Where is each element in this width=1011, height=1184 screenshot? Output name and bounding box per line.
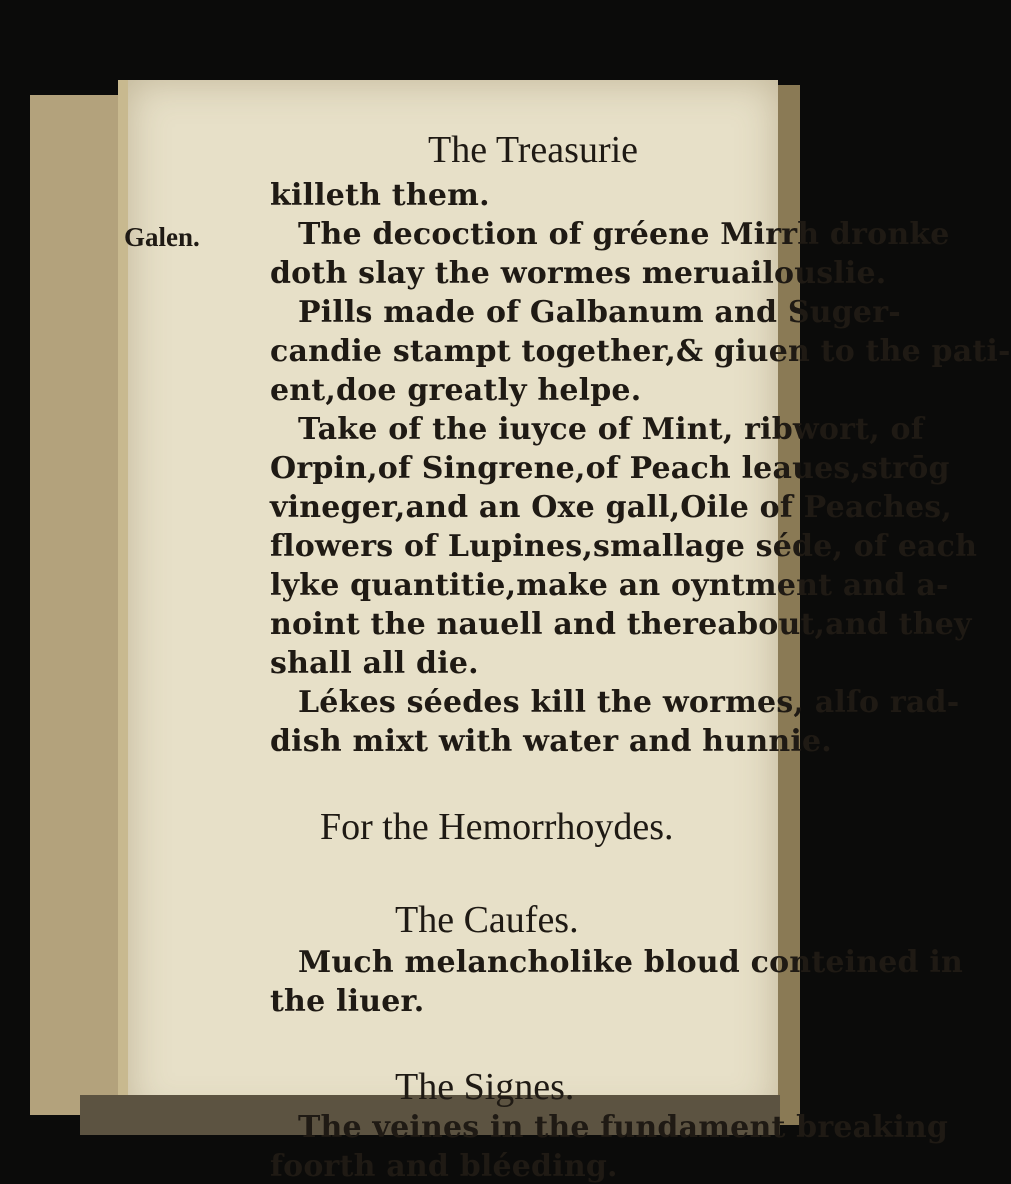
- text-line: flowers of Lupines,smallage séde, of each: [270, 529, 978, 564]
- text-line: Take of the iuyce of Mint, ribwort, of: [298, 412, 924, 447]
- text-line: Much melancholike bloud conteined in: [298, 945, 963, 980]
- text-line: candie stampt together,& giuen to the pati-: [270, 334, 1011, 369]
- text-line: Orpin,of Singrene,of Peach leaues,strōg: [270, 451, 950, 486]
- text-line: dish mixt with water and hunnie.: [270, 724, 832, 759]
- heading-hemorrhoydes: For the Hemorrhoydes.: [320, 806, 674, 848]
- heading-signes: The Signes.: [395, 1066, 575, 1108]
- text-line: Lékes séedes kill the wormes, alſo rad-: [298, 685, 960, 720]
- text-line: The veines in the fundament breaking: [298, 1110, 949, 1145]
- text-line: shall all die.: [270, 646, 479, 681]
- margin-note: Galen.: [124, 222, 200, 252]
- text-line: Pills made of Galbanum and Suger-: [298, 295, 901, 330]
- text-line: noint the nauell and thereabout,and they: [270, 607, 972, 642]
- text-line: foorth and bléeding.: [270, 1149, 618, 1184]
- text-line: killeth them.: [270, 178, 490, 213]
- text-line: The decoction of gréene Mirrh dronke: [298, 217, 950, 252]
- text-line: lyke quantitie,make an oyntment and a-: [270, 568, 949, 603]
- text-line: vineger,and an Oxe gall,Oile of Peaches,: [270, 490, 953, 525]
- running-head: The Treasurie: [428, 129, 639, 171]
- text-line: the liuer.: [270, 984, 425, 1019]
- heading-causes: The Caufes.: [395, 899, 579, 941]
- text-line: doth slay the wormes meruailouslie.: [270, 256, 887, 291]
- text-line: ent,doe greatly helpe.: [270, 373, 642, 408]
- book-left-edge: [30, 95, 125, 1115]
